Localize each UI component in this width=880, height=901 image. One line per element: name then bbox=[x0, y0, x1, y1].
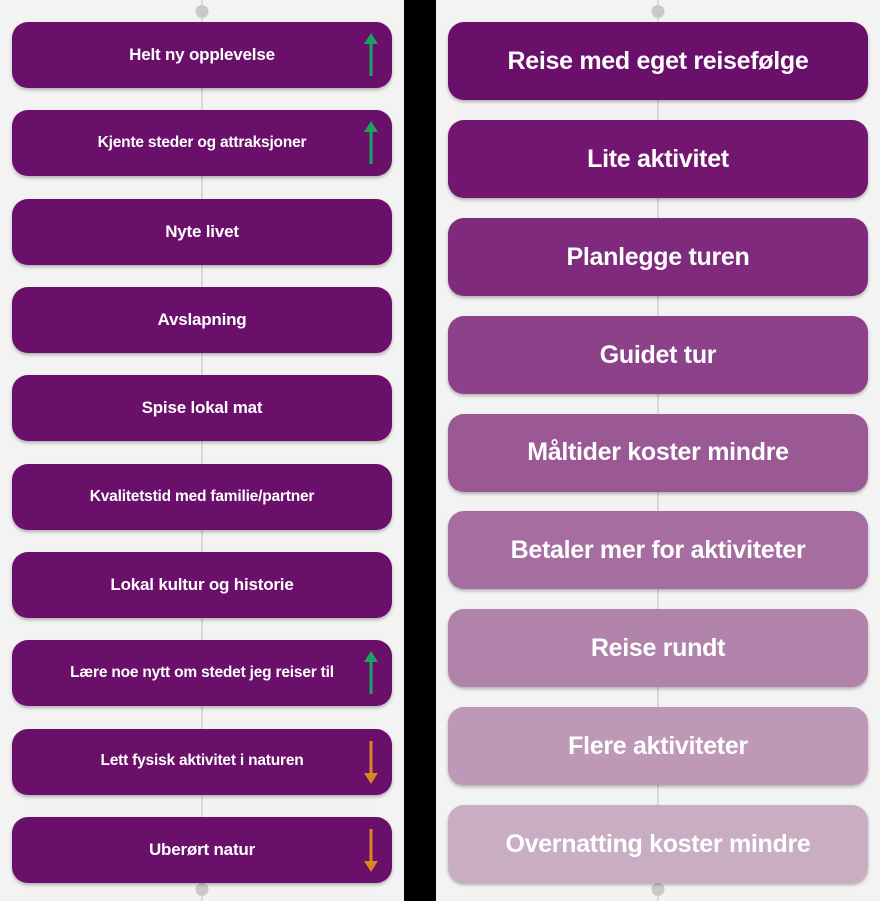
chip-label: Overnatting koster mindre bbox=[505, 829, 811, 858]
chip-label: Uberørt natur bbox=[148, 840, 256, 860]
chip-label: Kjente steder og attraksjoner bbox=[97, 134, 307, 152]
trend-up-icon bbox=[362, 650, 380, 696]
chip-label: Guidet tur bbox=[599, 340, 717, 369]
left-panel bbox=[0, 0, 404, 901]
chip-item[interactable] bbox=[448, 218, 868, 296]
chip-item[interactable] bbox=[448, 414, 868, 492]
chip-label: Reise med eget reisefølge bbox=[507, 46, 809, 75]
chip-label: Måltider koster mindre bbox=[527, 438, 789, 467]
chip-label: Reise rundt bbox=[590, 634, 726, 663]
left-chip-stack bbox=[12, 22, 392, 883]
chip-label: Lite aktivitet bbox=[587, 144, 729, 173]
chip-item[interactable] bbox=[12, 287, 392, 353]
chip-label: Lære noe nytt om stedet jeg reiser til bbox=[70, 664, 334, 682]
chip-label: Lett fysisk aktivitet i naturen bbox=[100, 752, 304, 770]
chip-item[interactable] bbox=[448, 609, 868, 687]
trend-down-icon bbox=[362, 739, 380, 785]
chip-item[interactable] bbox=[448, 22, 868, 100]
chip-item[interactable] bbox=[12, 110, 392, 176]
chip-label: Kvalitetstid med familie/partner bbox=[89, 487, 315, 505]
chip-label: Planlegge turen bbox=[566, 242, 750, 271]
chip-item[interactable] bbox=[12, 199, 392, 265]
trend-up-icon bbox=[362, 120, 380, 166]
right-spine-dot-top bbox=[652, 5, 665, 18]
left-spine-dot-top bbox=[196, 5, 209, 18]
left-spine-dot-bottom bbox=[196, 883, 209, 896]
chip-label: Helt ny opplevelse bbox=[129, 45, 275, 65]
chip-item[interactable] bbox=[12, 640, 392, 706]
trend-down-icon bbox=[362, 827, 380, 873]
chip-item[interactable] bbox=[448, 316, 868, 394]
chip-item[interactable] bbox=[448, 511, 868, 589]
right-chip-stack bbox=[448, 22, 868, 883]
chip-label: Betaler mer for aktiviteter bbox=[510, 536, 806, 565]
chip-label: Lokal kultur og historie bbox=[110, 575, 294, 595]
chip-label: Flere aktiviteter bbox=[568, 732, 748, 760]
chip-label: Nyte livet bbox=[165, 221, 239, 241]
chip-item[interactable] bbox=[448, 805, 868, 883]
right-spine-dot-bottom bbox=[652, 883, 665, 896]
chip-item[interactable] bbox=[12, 817, 392, 883]
chip-item[interactable] bbox=[12, 552, 392, 618]
chip-item[interactable] bbox=[12, 375, 392, 441]
chip-item[interactable] bbox=[12, 22, 392, 88]
chip-label: Avslapning bbox=[157, 310, 247, 330]
chip-item[interactable] bbox=[12, 464, 392, 530]
panel-divider bbox=[404, 0, 436, 901]
chip-item[interactable] bbox=[448, 707, 868, 785]
trend-up-icon bbox=[362, 32, 380, 78]
right-panel bbox=[436, 0, 880, 901]
chip-item[interactable] bbox=[448, 120, 868, 198]
chip-label: Spise lokal mat bbox=[141, 398, 263, 418]
chip-item[interactable] bbox=[12, 729, 392, 795]
